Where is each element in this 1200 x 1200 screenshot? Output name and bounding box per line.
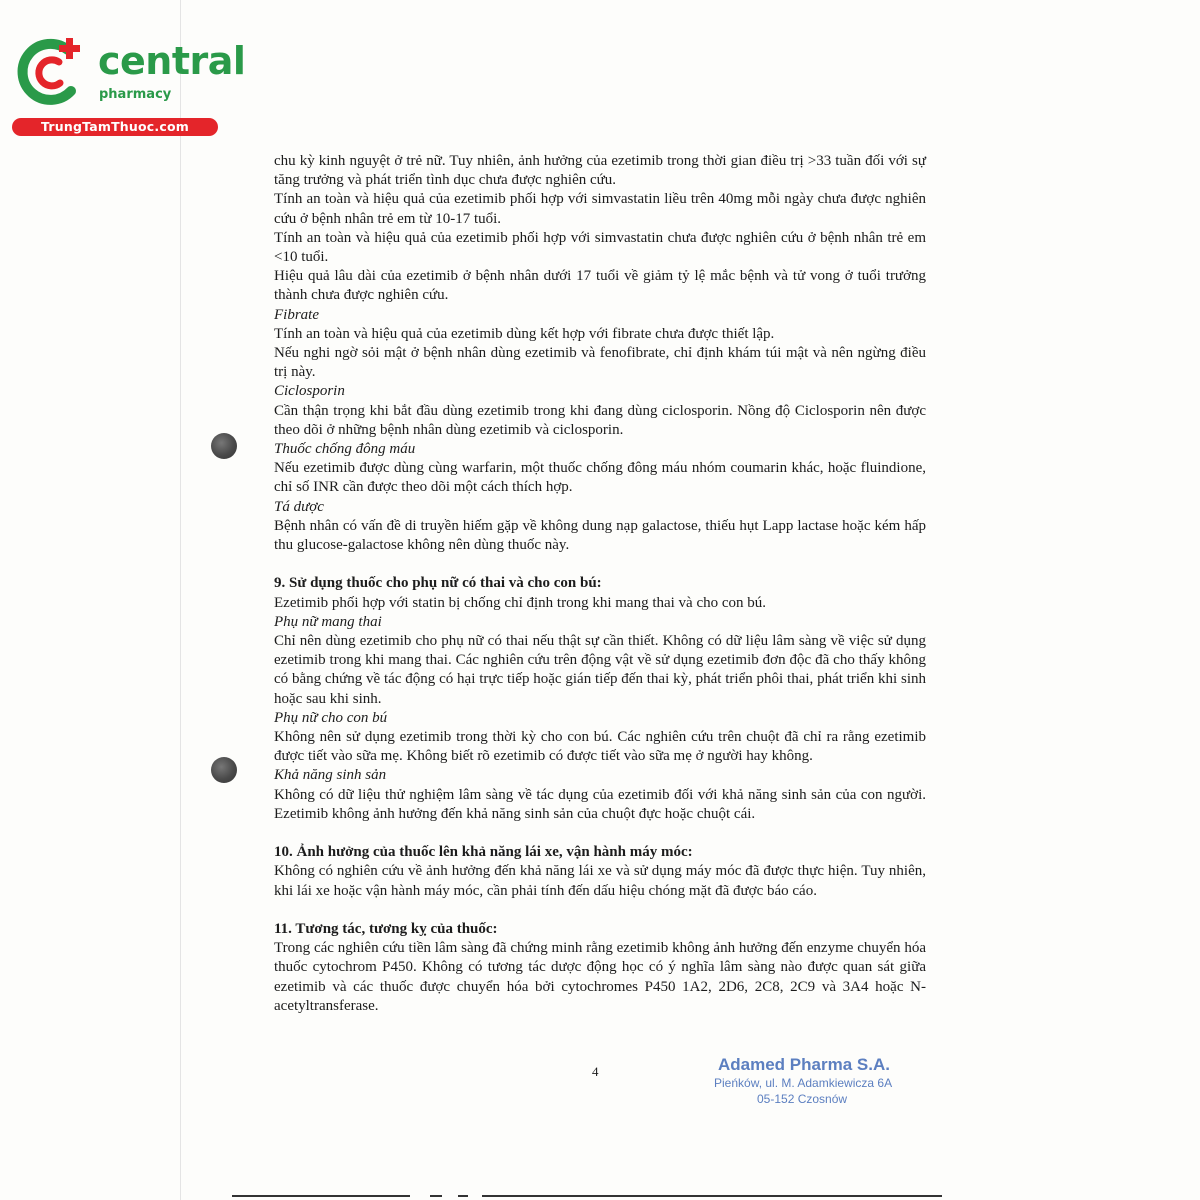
subsection-title: Tá dược xyxy=(274,498,324,515)
bottom-rule xyxy=(482,1195,942,1197)
bottom-rule xyxy=(232,1195,410,1197)
section-spacer xyxy=(274,901,926,920)
logo-subtitle: pharmacy xyxy=(99,87,172,102)
subsection-title: Phụ nữ mang thai xyxy=(274,613,382,630)
punch-hole xyxy=(211,433,237,459)
stamp-address: Pieńków, ul. M. Adamkiewicza 6A xyxy=(714,1076,893,1090)
paragraph: Nếu nghi ngờ sỏi mật ở bệnh nhân dùng ezetimib và fenofibrate, chỉ định khám túi mật và nên ngừng điều trị này. xyxy=(274,345,926,381)
stamp-company-name: Adamed Pharma S.A. xyxy=(718,1055,890,1074)
paragraph: Bệnh nhân có vấn đề di truyền hiếm gặp về không dung nạp galactose, thiếu hụt Lapp lactase hoặc kém hấp thu glucose-galactose không nên dùng thuốc này. xyxy=(274,517,926,554)
section-heading: 10. Ảnh hưởng của thuốc lên khả năng lái xe, vận hành máy móc: xyxy=(274,844,693,861)
page-number: 4 xyxy=(592,1064,599,1079)
bottom-rule xyxy=(458,1195,468,1197)
page-edge xyxy=(180,0,181,1200)
paragraph: Trong các nghiên cứu tiền lâm sàng đã chứng minh rằng ezetimib không ảnh hưởng đến enzyme chuyển hóa thuốc cytochrom P450. Không có tương tác dược động học có ý nghĩa lâm sàng nào được quan sát giữa ezetimib và các thuốc được chuyển hóa bởi cytochromes P450 1A2, 2D6, 2C8, 2C9 và 3A4 hoặc N-acetyltransferase. xyxy=(274,940,926,1014)
subsection-title: Khả năng sinh sản xyxy=(274,767,387,784)
central-pharmacy-logo xyxy=(10,36,246,136)
document-body xyxy=(274,152,926,1016)
subsection-title: Phụ nữ cho con bú xyxy=(274,709,388,726)
paragraph: Hiệu quả lâu dài của ezetimib ở bệnh nhân dưới 17 tuổi về giảm tỷ lệ mắc bệnh và tử vong ở tuổi trưởng thành chưa được nghiên cứu. xyxy=(274,268,926,304)
stamp-city: 05-152 Czosnów xyxy=(757,1092,848,1106)
section-spacer xyxy=(274,824,926,843)
bottom-rule xyxy=(430,1195,442,1197)
pharmacy-cross-logo-icon xyxy=(10,36,86,110)
paragraph: Tính an toàn và hiệu quả của ezetimib phối hợp với simvastatin liều trên 40mg mỗi ngày chưa được nghiên cứu ở bệnh nhân trẻ em từ 10-17 tuổi. xyxy=(274,191,926,227)
section-heading: 11. Tương tác, tương kỵ của thuốc: xyxy=(274,921,498,938)
paragraph: Tính an toàn và hiệu quả của ezetimib dùng kết hợp với fibrate chưa được thiết lập. xyxy=(274,325,775,342)
logo-name: central xyxy=(98,39,246,83)
section-spacer xyxy=(274,555,926,574)
paragraph: Cần thận trọng khi bắt đầu dùng ezetimib trong khi đang dùng ciclosporin. Nồng độ Ciclosporin nên được theo dõi ở những bệnh nhân dùng ezetimib và ciclosporin. xyxy=(274,402,926,438)
paragraph: Nếu ezetimib được dùng cùng warfarin, một thuốc chống đông máu nhóm coumarin khác, hoặc fluindione, chỉ số INR cần được theo dõi một cách thích hợp. xyxy=(274,460,926,496)
punch-hole xyxy=(211,757,237,783)
paragraph: chu kỳ kinh nguyệt ở trẻ nữ. Tuy nhiên, ảnh hưởng của ezetimib trong thời gian điều trị >33 tuần đối với sự tăng trưởng và phát triển tình dục chưa được nghiên cứu. xyxy=(274,153,926,189)
subsection-title: Ciclosporin xyxy=(274,383,345,400)
paragraph: Tính an toàn và hiệu quả của ezetimib phối hợp với simvastatin chưa được nghiên cứu ở bệnh nhân trẻ em <10 tuổi. xyxy=(274,229,926,266)
subsection-title: Thuốc chống đông máu xyxy=(274,441,416,458)
subsection-title: Fibrate xyxy=(274,306,319,323)
paragraph: Không có nghiên cứu về ảnh hưởng đến khả năng lái xe và sử dụng máy móc đã được thực hiện. Tuy nhiên, khi lái xe hoặc vận hành máy móc, cần phải tính đến dấu hiệu chóng mặt đã được báo cáo. xyxy=(274,863,926,899)
paragraph: Không nên sử dụng ezetimib trong thời kỳ cho con bú. Các nghiên cứu trên chuột đã chỉ ra rằng ezetimib được tiết vào sữa mẹ. Không biết rõ ezetimib có được tiết vào sữa mẹ ở người hay không. xyxy=(274,729,926,765)
company-stamp xyxy=(712,1055,912,1107)
section-heading: 9. Sử dụng thuốc cho phụ nữ có thai và cho con bú: xyxy=(274,575,602,592)
logo-website-banner: TrungTamThuoc.com xyxy=(12,118,218,136)
paragraph: Không có dữ liệu thử nghiệm lâm sàng về tác dụng của ezetimib đối với khả năng sinh sản của con người. Ezetimib không ảnh hưởng đến khả năng sinh sản của chuột đực hoặc chuột cái. xyxy=(274,786,926,822)
paragraph: Chỉ nên dùng ezetimib cho phụ nữ có thai nếu thật sự cần thiết. Không có dữ liệu lâm sàng về việc sử dụng ezetimib trong khi mang thai. Các nghiên cứu trên động vật về sử dụng ezetimib đơn độc đã cho thấy không có bằng chứng về tác động có hại trực tiếp hoặc gián tiếp đến thai kỳ, phát triển phôi thai, phát triển khi sinh hoặc sau khi sinh. xyxy=(274,633,926,707)
paragraph: Ezetimib phối hợp với statin bị chống chỉ định trong khi mang thai và cho con bú. xyxy=(274,594,767,611)
